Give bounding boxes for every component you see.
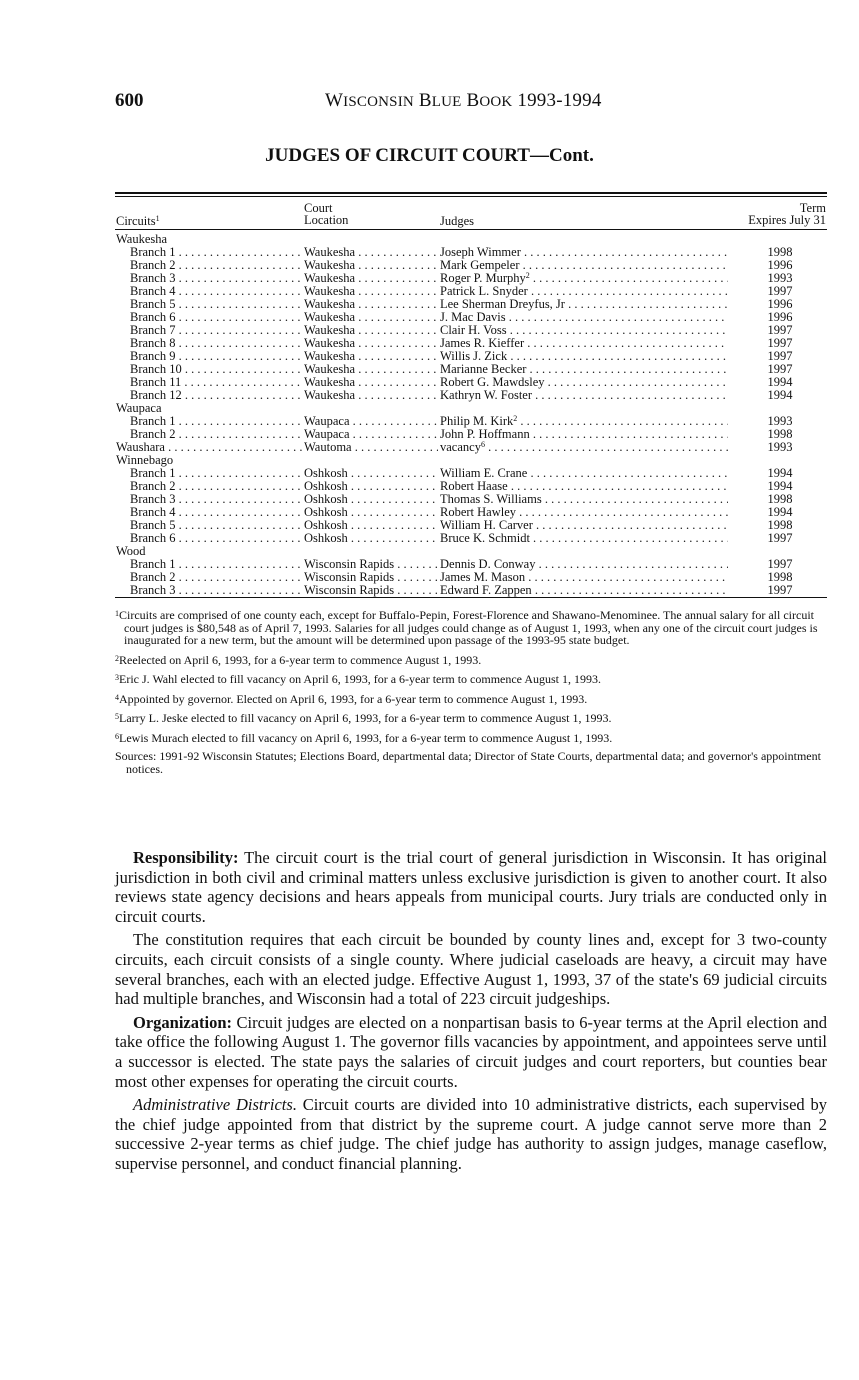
judge-name: Philip M. Kirk [440,415,514,428]
footnote-text: Circuits are comprised of one county each, except for Buffalo-Pepin, Forest-Florence and Shawano-Menominee. The annual salary for all circuit court judges is $80,548 as of April 7, 1993. Salaries for all judges could change as of August 1, 1993, when any one of the circuit court judges is inaugurated for a new term, but the amount will be determined upon passage of the 1993-95 state budget. [119,608,818,647]
judge-cell [440,246,728,259]
court-location-cell: Waukesha . . . [304,246,438,259]
court-location-cell: Wisconsin Rapids . . . [304,558,438,571]
judge-cell [440,337,728,350]
judge-cell [440,584,728,597]
judge-name: vacancy [440,441,481,454]
judge-cell [440,259,728,272]
circuit-cell: Branch 12 . . . [130,389,302,402]
judge-name: James M. Mason [440,571,526,584]
table-row [115,571,827,584]
judge-name: Bruce K. Schmidt [440,532,530,545]
running-head-year: 1993-1994 [512,90,602,111]
table-row [115,506,827,519]
circuit-cell: Branch 1 . . . [130,246,302,259]
footnote-text: Appointed by governor. Elected on April 6, 1993, for a 6-year term to commence August 1, 1993. [119,691,588,706]
running-head-lue: LUE [431,94,462,110]
term-cell: 1997 [767,583,793,597]
paragraph-organization [115,1013,827,1091]
table-row [115,259,827,272]
running-head-isconsin: ISCONSIN [343,94,414,110]
court-location-cell: Oshkosh . . . [304,480,438,493]
table-header-circuits [116,215,160,227]
circuit-cell: Branch 2 . . . [130,571,302,584]
running-head-ook: OOK [479,94,513,110]
judge-cell [440,363,728,376]
court-location-cell: Oshkosh . . . [304,506,438,519]
judge-cell [440,428,728,441]
header-circuits-label: Circuits [116,214,156,228]
circuit-cell: Branch 2 . . . [130,428,302,441]
footnote-text: Reelected on April 6, 1993, for a 6-year term to commence August 1, 1993. [119,652,482,667]
court-location-cell: Wisconsin Rapids . . . [304,584,438,597]
table-row [115,480,827,493]
term-cell: 1998 [767,492,793,506]
judges-table-body [115,233,827,597]
court-location-cell: Waukesha . . . [304,389,438,402]
term-cell: 1997 [767,284,793,298]
judge-name: Marianne Becker [440,363,527,376]
table-header-rule [115,229,827,230]
page-number: 600 [115,90,144,111]
table-row [115,493,827,506]
circuit-cell: Branch 9 . . . [130,350,302,363]
term-cell: 1993 [767,414,793,428]
judge-cell [440,389,728,402]
footnote [115,692,827,706]
judge-name: Robert G. Mawdsley [440,376,545,389]
footnote-number: 5 [115,712,119,721]
circuit-cell: Waushara . . . [116,441,302,454]
circuit-cell: Branch 7 . . . [130,324,302,337]
judge-name: Robert Hawley [440,506,517,519]
footnote-number: 1 [115,609,119,618]
term-cell: 1993 [767,271,793,285]
circuit-cell: Branch 1 . . . [130,558,302,571]
court-location-cell: Waukesha . . . [304,272,438,285]
term-cell: 1997 [767,557,793,571]
table-row [115,467,827,480]
header-term-line1: Term [799,201,826,215]
term-cell: 1996 [767,297,793,311]
judge-name: John P. Hoffmann [440,428,530,441]
court-location-cell: Waupaca . . . [304,415,438,428]
judge-cell [440,558,728,571]
judge-name: Mark Gempeler [440,259,520,272]
term-cell: 1997 [767,323,793,337]
table-row [115,532,827,545]
table-group-row [115,402,827,415]
table-bottom-rule [115,597,827,598]
section-title: JUDGES OF CIRCUIT COURT—Cont. [265,145,594,166]
judge-name: Lee Sherman Dreyfus, Jr [440,298,565,311]
term-cell: 1996 [767,258,793,272]
term-cell: 1994 [767,388,793,402]
term-cell: 1997 [767,531,793,545]
court-location-cell: Waukesha . . . [304,285,438,298]
footnote-number: 4 [115,692,119,702]
table-row [115,350,827,363]
court-location-cell: Waukesha . . . [304,376,438,389]
judge-name: Edward F. Zappen [440,584,532,597]
footnote-text: Larry L. Jeske elected to fill vacancy on April 6, 1993, for a 6-year term to commence August 1, 1993. [119,711,612,725]
judge-cell [440,350,728,363]
table-row [115,272,827,285]
responsibility-text: The circuit court is the trial court of general jurisdiction in Wisconsin. It has original jurisdiction in both civil and criminal matters unless exclusive jurisdiction is given to another court. It also reviews state agency decisions and hears appeals from municipal courts. Jury trials are conducted only in circuit courts. [115,848,827,926]
footnotes [115,608,827,781]
term-cell: 1997 [767,362,793,376]
footnote [115,672,827,686]
circuit-cell: Wood [116,545,146,558]
judge-cell [440,480,728,493]
judge-name: Dennis D. Conway [440,558,536,571]
paragraph-constitution [115,930,827,1008]
footnote-number: 3 [115,673,119,682]
table-row [115,246,827,259]
court-location-cell: Wisconsin Rapids . . . [304,571,438,584]
table-row [115,337,827,350]
header-circuits-footnote: 1 [155,214,160,223]
table-header-court-location [304,202,348,226]
circuit-cell: Branch 1 . . . [130,415,302,428]
circuit-cell: Branch 2 . . . [130,259,302,272]
judge-name: William H. Carver [440,519,533,532]
judge-name: Joseph Wimmer [440,246,521,259]
footnote [115,653,827,667]
judge-cell [440,571,728,584]
circuit-cell: Branch 11 . . . [130,376,302,389]
running-head-b2: B [461,90,480,111]
table-row [115,415,827,428]
judge-cell [440,298,728,311]
court-location-cell: Oshkosh . . . [304,493,438,506]
term-cell: 1997 [767,349,793,363]
table-row [115,441,827,454]
table-group-row [115,545,827,558]
judge-name: William E. Crane [440,467,528,480]
court-location-cell: Oshkosh . . . [304,467,438,480]
footnote-text: Eric J. Wahl elected to fill vacancy on April 6, 1993, for a 6-year term to commence August 1, 1993. [119,672,602,686]
table-row [115,584,827,597]
term-cell: 1994 [767,479,793,493]
judge-name: Willis J. Zick [440,350,508,363]
court-location-cell: Waupaca . . . [304,428,438,441]
table-row [115,324,827,337]
footnote-number: 2 [115,653,119,663]
administrative-districts-text: Circuit courts are divided into 10 administrative districts, each supervised by the chief judge appointed from that district by the supreme court. A judge cannot serve more than 2 successive 2-year terms as chief judge. The chief judge has authority to assign judges, manage caseflow, supervise personnel, and conduct financial planning. [115,1095,827,1173]
judge-name: J. Mac Davis [440,311,506,324]
header-court-line1: Court [304,201,333,215]
table-row [115,389,827,402]
table-row [115,519,827,532]
judge-name: Thomas S. Williams [440,493,542,506]
circuit-cell: Branch 8 . . . [130,337,302,350]
circuit-cell: Branch 1 . . . [130,467,302,480]
court-location-cell: Oshkosh . . . [304,519,438,532]
term-cell: 1996 [767,310,793,324]
running-head [325,90,602,112]
judge-cell [440,285,728,298]
term-cell: 1994 [767,375,793,389]
table-group-row [115,454,827,467]
judge-cell [440,467,728,480]
sources-note: Sources: 1991-92 Wisconsin Statutes; Elections Board, departmental data; Director of State Courts, departmental data; and governor's appointment notices. [115,749,821,776]
court-location-cell: Waukesha . . . [304,324,438,337]
constitution-text: The constitution requires that each circuit be bounded by county lines and, except for 3 two-county circuits, each circuit consists of a single county. Where judicial caseloads are heavy, a circuit may have several branches, each with an elected judge. Effective August 1, 1993, 37 of the state's 69 judicial circuits had multiple branches, and Wisconsin had a total of 223 circuit judgeships. [115,930,827,1009]
term-cell: 1998 [767,518,793,532]
term-cell: 1998 [767,570,793,584]
running-head-w: W [325,90,344,111]
body-text [115,848,827,1178]
term-cell: 1997 [767,336,793,350]
circuit-cell: Branch 3 . . . [130,272,302,285]
table-row [115,298,827,311]
organization-text: Circuit judges are elected on a nonpartisan basis to 6-year terms at the April election and take office the following August 1. The governor fills vacancies by appointment, and appointees serve until a successor is elected. The state pays the salaries of circuit judges and court reporters, but counties bear most other expenses for operating the circuit courts. [115,1012,827,1091]
circuit-cell: Branch 6 . . . [130,532,302,545]
administrative-districts-lead: Administrative Districts. [133,1095,297,1115]
term-cell: 1994 [767,466,793,480]
term-cell: 1998 [767,245,793,259]
judge-name: Patrick L. Snyder [440,285,528,298]
table-group-row [115,233,827,246]
judge-name: Roger P. Murphy [440,272,526,285]
table-row [115,558,827,571]
footnote [115,731,827,745]
circuit-cell: Winnebago [116,454,174,467]
court-location-cell: Waukesha . . . [304,311,438,324]
judge-cell [440,519,728,532]
court-location-cell: Waukesha . . . [304,363,438,376]
judge-cell [440,324,728,337]
table-row [115,363,827,376]
circuit-cell: Branch 4 . . . [130,285,302,298]
circuit-cell: Branch 3 . . . [130,493,302,506]
table-row [115,285,827,298]
header-court-line2: Location [304,213,349,227]
court-location-cell: Oshkosh . . . [304,532,438,545]
circuit-cell: Branch 2 . . . [130,480,302,493]
table-row [115,376,827,389]
circuit-cell: Branch 10 . . . [130,363,302,376]
term-cell: 1998 [767,427,793,441]
circuit-cell: Branch 5 . . . [130,519,302,532]
court-location-cell: Waukesha . . . [304,298,438,311]
term-cell: 1994 [767,505,793,519]
judge-cell [440,311,728,324]
footnote-text: Lewis Murach elected to fill vacancy on April 6, 1993, for a 6-year term to commence August 1, 1993. [119,730,613,745]
circuit-cell: Branch 5 . . . [130,298,302,311]
judge-footnote-ref: 2 [525,272,530,280]
organization-lead: Organization: [133,1012,232,1032]
table-row [115,428,827,441]
judge-cell [440,441,728,454]
judge-cell [440,272,728,285]
table-header-judges: Judges [440,214,475,228]
header-term-line2: Expires July 31 [748,213,826,227]
judge-cell [440,532,728,545]
paragraph-administrative-districts [115,1095,827,1173]
table-top-rule [115,192,827,197]
judge-footnote-ref: 2 [513,415,518,423]
court-location-cell: Waukesha . . . [304,350,438,363]
judge-name: Clair H. Voss [440,324,507,337]
circuit-cell: Branch 6 . . . [130,311,302,324]
judge-cell [440,506,728,519]
responsibility-lead: Responsibility: [133,848,239,867]
table-header-term [748,202,826,226]
circuit-cell: Branch 4 . . . [130,506,302,519]
table-row [115,311,827,324]
judge-footnote-ref: 6 [480,441,485,449]
judge-cell [440,493,728,506]
term-cell: 1993 [767,440,793,454]
judge-name: James R. Kieffer [440,337,525,350]
judge-name: Kathryn W. Foster [440,389,533,402]
court-location-cell: Waukesha . . . [304,337,438,350]
judge-cell [440,415,728,428]
paragraph-responsibility [115,848,827,926]
circuit-cell: Waukesha [116,233,168,246]
footnote [115,711,827,725]
court-location-cell: Wautoma . . . [304,441,438,454]
judge-cell [440,376,728,389]
court-location-cell: Waukesha . . . [304,259,438,272]
running-head-b1: B [413,90,432,111]
footnote-number: 6 [115,731,119,741]
circuit-cell: Branch 3 . . . [130,584,302,597]
circuit-cell: Waupaca [116,402,162,415]
judge-name: Robert Haase [440,480,508,493]
footnote [115,608,827,647]
